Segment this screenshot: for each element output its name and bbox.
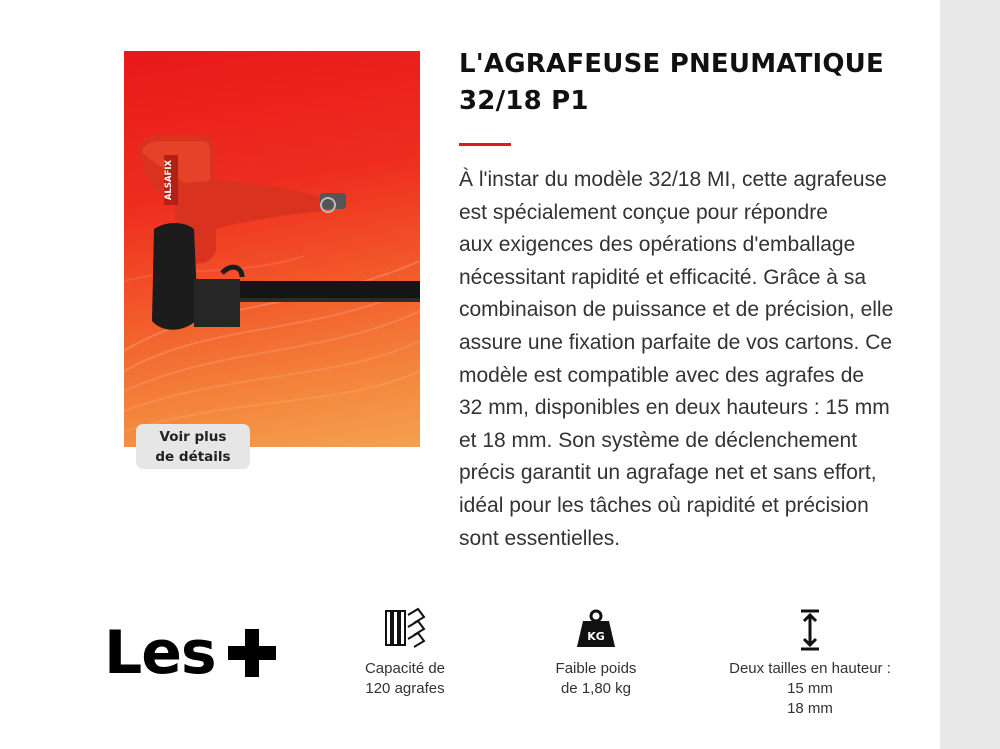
description-line: idéal pour les tâches où rapidité et précision: [459, 493, 869, 517]
description-line: À l'instar du modèle 32/18 MI, cette agrafeuse: [459, 168, 887, 191]
product-title-line2: 32/18 P1: [459, 86, 589, 116]
description-line: modèle est compatible avec des agrafes de: [459, 363, 865, 387]
description-line: précis garantit un agrafage net et sans effort,: [459, 461, 877, 485]
advantages-heading: [104, 618, 276, 688]
stapler-illustration: [124, 51, 420, 447]
description-line: combinaison de puissance et de précision, elle: [459, 298, 894, 322]
side-strip: [940, 0, 1000, 749]
description-line: 32 mm, disponibles en deux hauteurs : 15 mm: [459, 396, 890, 420]
description-line: aux exigences des opérations d'emballage: [459, 233, 856, 257]
product-description: [459, 164, 929, 555]
weight-kg-icon: [573, 607, 619, 653]
description-line: est spécialement conçue pour répondre: [459, 200, 828, 224]
weight-kg-label: KG: [587, 630, 605, 643]
title-accent-bar: [459, 143, 511, 146]
height-arrow-icon: [787, 607, 833, 653]
see-details-button[interactable]: [136, 424, 250, 469]
see-details-button-line1: Voir plus: [159, 428, 227, 445]
product-title: [459, 46, 919, 120]
brand-label: ALSAFIX: [164, 159, 174, 201]
feature-weight-line2: de 1,80 kg: [560, 680, 632, 697]
feature-heights-line1: Deux tailles en hauteur :: [729, 660, 891, 677]
feature-heights-line3: 18 mm: [787, 700, 833, 717]
feature-heights: [710, 607, 910, 719]
product-title-line1: L'AGRAFEUSE PNEUMATIQUE: [459, 49, 884, 79]
feature-capacity: [344, 607, 466, 699]
see-details-button-line2: de détails: [155, 448, 231, 465]
description-line: assure une fixation parfaite de vos cartons. Ce: [459, 330, 893, 354]
description-line: nécessitant rapidité et efficacité. Grâce à sa: [459, 265, 866, 289]
description-line: et 18 mm. Son système de déclenchement: [459, 428, 858, 452]
staples-icon: [382, 607, 428, 653]
feature-weight: [536, 607, 656, 699]
feature-heights-line2: 15 mm: [787, 680, 833, 697]
feature-weight-line1: Faible poids: [555, 660, 637, 677]
feature-capacity-line1: Capacité de: [364, 660, 446, 677]
feature-capacity-line2: 120 agrafes: [365, 680, 445, 697]
description-line: sont essentielles.: [459, 526, 621, 550]
advantages-heading-text: Les: [104, 618, 216, 688]
product-image: [124, 51, 420, 447]
plus-icon: [228, 629, 276, 677]
